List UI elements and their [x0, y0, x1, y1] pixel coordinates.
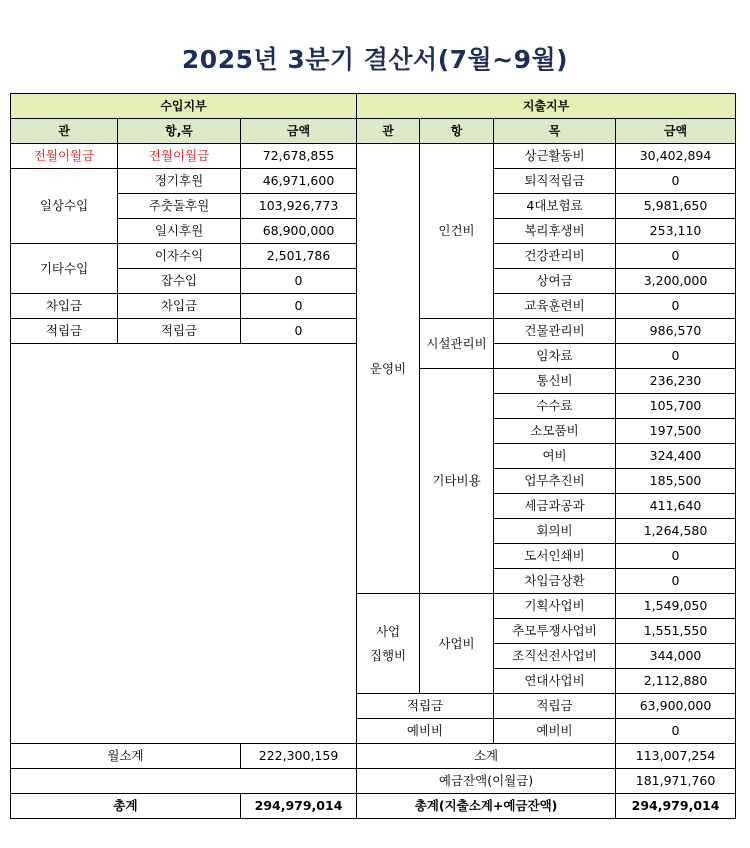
expense-mok: 건강관리비 [494, 244, 616, 269]
expense-project-gwan-line1: 사업 [375, 623, 401, 639]
income-total-label: 총계 [11, 794, 241, 819]
income-section-header: 수입지부 [11, 94, 357, 119]
income-carryover-amount: 72,678,855 [241, 144, 357, 169]
expense-mok: 업무추진비 [494, 469, 616, 494]
expense-amount: 344,000 [616, 644, 736, 669]
expense-mok: 여비 [494, 444, 616, 469]
monthly-subtotal-amount: 222,300,159 [241, 744, 357, 769]
expense-amount: 0 [616, 294, 736, 319]
expense-misc-hang: 기타비용 [420, 369, 494, 594]
income-item: 일시후원 [118, 219, 241, 244]
income-col-amount: 금액 [241, 119, 357, 144]
income-item: 주춧돌후원 [118, 194, 241, 219]
income-amount: 103,926,773 [241, 194, 357, 219]
income-reserve-item: 적립금 [118, 319, 241, 344]
expense-col-gwan: 관 [357, 119, 420, 144]
expense-mok: 연대사업비 [494, 669, 616, 694]
expense-contingency-amount: 0 [616, 719, 736, 744]
expense-amount: 1,264,580 [616, 519, 736, 544]
income-amount: 46,971,600 [241, 169, 357, 194]
expense-facility-hang: 시설관리비 [420, 319, 494, 369]
expense-total-label: 총계(지출소계+예금잔액) [357, 794, 616, 819]
expense-amount: 197,500 [616, 419, 736, 444]
balance-amount: 181,971,760 [616, 769, 736, 794]
expense-mok: 퇴직적립금 [494, 169, 616, 194]
expense-amount: 1,549,050 [616, 594, 736, 619]
income-loan-amount: 0 [241, 294, 357, 319]
expense-amount: 324,400 [616, 444, 736, 469]
expense-section-header: 지출지부 [357, 94, 736, 119]
expense-operating-gwan: 운영비 [357, 144, 420, 594]
income-balance-blank [11, 769, 357, 794]
expense-mok: 세금과공과 [494, 494, 616, 519]
income-reserve-gwan: 적립금 [11, 319, 118, 344]
income-loan-item: 차입금 [118, 294, 241, 319]
income-regular-gwan: 일상수입 [11, 169, 118, 244]
expense-mok: 소모품비 [494, 419, 616, 444]
page-title: 2025년 3분기 결산서(7월~9월) [181, 45, 569, 74]
expense-amount: 0 [616, 544, 736, 569]
income-col-item: 항,목 [118, 119, 241, 144]
income-amount: 0 [241, 269, 357, 294]
expense-mok: 복리후생비 [494, 219, 616, 244]
expense-project-hang: 사업비 [420, 594, 494, 694]
expense-amount: 253,110 [616, 219, 736, 244]
expense-mok: 4대보험료 [494, 194, 616, 219]
expense-mok: 통신비 [494, 369, 616, 394]
income-reserve-amount: 0 [241, 319, 357, 344]
expense-amount: 5,981,650 [616, 194, 736, 219]
expense-mok: 회의비 [494, 519, 616, 544]
expense-amount: 30,402,894 [616, 144, 736, 169]
expense-amount: 1,551,550 [616, 619, 736, 644]
expense-contingency-label: 예비비 [357, 719, 494, 744]
expense-amount: 0 [616, 344, 736, 369]
income-loan-gwan: 차입금 [11, 294, 118, 319]
expense-col-mok: 목 [494, 119, 616, 144]
monthly-subtotal-label: 월소계 [11, 744, 241, 769]
expense-project-gwan [357, 594, 420, 694]
expense-amount: 3,200,000 [616, 269, 736, 294]
expense-mok: 건물관리비 [494, 319, 616, 344]
expense-subtotal-label: 소계 [357, 744, 616, 769]
expense-mok: 상여금 [494, 269, 616, 294]
expense-amount: 0 [616, 569, 736, 594]
expense-mok: 임차료 [494, 344, 616, 369]
settlement-table [10, 93, 736, 819]
expense-mok: 수수료 [494, 394, 616, 419]
income-item: 잡수입 [118, 269, 241, 294]
expense-col-amount: 금액 [616, 119, 736, 144]
expense-reserve-label: 적립금 [357, 694, 494, 719]
expense-mok: 도서인쇄비 [494, 544, 616, 569]
expense-project-gwan-line2: 집행비 [369, 647, 407, 663]
income-col-gwan: 관 [11, 119, 118, 144]
expense-mok: 교육훈련비 [494, 294, 616, 319]
expense-amount: 0 [616, 169, 736, 194]
expense-contingency-mok: 예비비 [494, 719, 616, 744]
expense-mok: 조직선전사업비 [494, 644, 616, 669]
expense-amount: 986,570 [616, 319, 736, 344]
income-amount: 2,501,786 [241, 244, 357, 269]
expense-amount: 105,700 [616, 394, 736, 419]
income-carryover-gwan: 전월이월금 [11, 144, 118, 169]
income-other-gwan: 기타수입 [11, 244, 118, 294]
balance-label: 예금잔액(이월금) [357, 769, 616, 794]
expense-amount: 236,230 [616, 369, 736, 394]
expense-mok: 상근활동비 [494, 144, 616, 169]
income-item: 이자수익 [118, 244, 241, 269]
expense-total-amount: 294,979,014 [616, 794, 736, 819]
expense-amount: 2,112,880 [616, 669, 736, 694]
expense-amount: 411,640 [616, 494, 736, 519]
expense-mok: 차입금상환 [494, 569, 616, 594]
income-amount: 68,900,000 [241, 219, 357, 244]
income-empty-area [11, 344, 357, 744]
expense-mok: 기획사업비 [494, 594, 616, 619]
expense-subtotal-amount: 113,007,254 [616, 744, 736, 769]
expense-col-hang: 항 [420, 119, 494, 144]
expense-amount: 0 [616, 244, 736, 269]
income-item: 정기후원 [118, 169, 241, 194]
expense-personnel-hang: 인건비 [420, 144, 494, 319]
expense-reserve-mok: 적립금 [494, 694, 616, 719]
income-total-amount: 294,979,014 [241, 794, 357, 819]
expense-reserve-amount: 63,900,000 [616, 694, 736, 719]
expense-mok: 추모투쟁사업비 [494, 619, 616, 644]
expense-amount: 185,500 [616, 469, 736, 494]
income-carryover-item: 전월이월금 [118, 144, 241, 169]
